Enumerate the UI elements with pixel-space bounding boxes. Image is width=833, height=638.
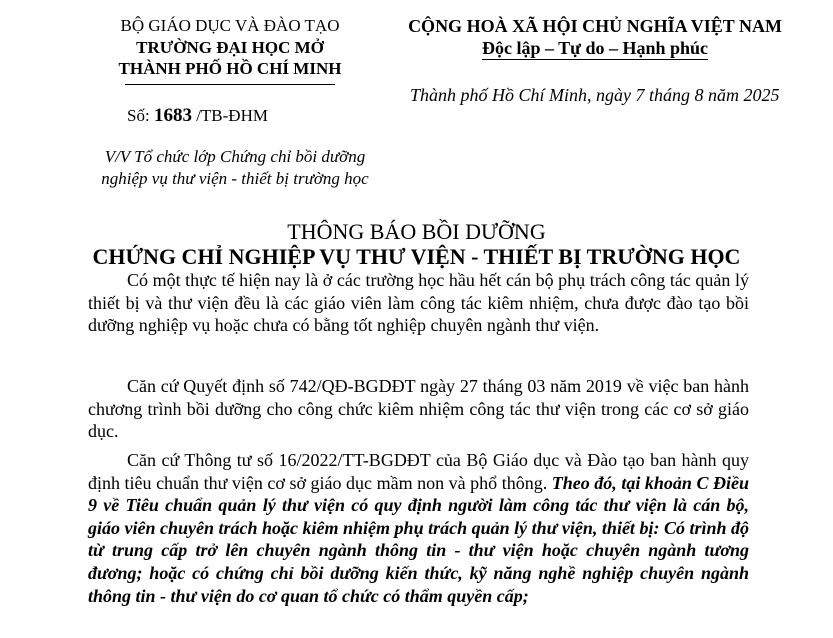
document-number-value: 1683	[153, 105, 192, 126]
university-name-line2: THÀNH PHỐ HỒ CHÍ MINH	[118, 59, 342, 78]
document-number	[127, 105, 268, 127]
document-number-prefix: Số:	[127, 106, 150, 125]
paragraph-3-text: Căn cứ Thông tư số 16/2022/TT-BGDĐT của Bộ Giáo dục và Đào tạo ban hành quy định tiêu chuẩn thư viện cơ sở giáo dục mầm non và phổ thông.	[88, 450, 749, 493]
date-line: Thành phố Hồ Chí Minh, ngày 7 tháng 8 năm 2025	[410, 85, 780, 105]
body-paragraph-3	[88, 449, 749, 607]
paragraph-3-emphasis: Theo đó, tại khoản C Điều 9 về Tiêu chuẩn quản lý thư viện có quy định người làm công tác thư viện là cán bộ, giáo viên chuyên trách hoặc kiêm nhiệm phụ trách quản lý thư viện, thiết bị: Có trình độ từ trung cấp trở lên chuyên ngành thông tin - thư viện hoặc chuyên ngành tương đương; hoặc có chứng chỉ bồi dưỡng kiến thức, kỹ năng nghề nghiệp chuyên ngành thông tin - thư viện do cơ quan tổ chức có thẩm quyền cấp;	[88, 472, 749, 606]
document-number-suffix: /TB-ĐHM	[196, 106, 268, 125]
national-motto	[395, 38, 795, 59]
university-name-line1: TRƯỜNG ĐẠI HỌC MỞ	[136, 38, 324, 57]
header-divider	[125, 84, 335, 85]
nation-title: CỘNG HOÀ XÃ HỘI CHỦ NGHĨA VIỆT NAM	[408, 16, 782, 36]
body-paragraph-2: Căn cứ Quyết định số 742/QĐ-BGDĐT ngày 27 tháng 03 năm 2019 về việc ban hành chương trình bồi dưỡng cho công chức kiêm nhiệm công tác thư viện trong các cơ sở giáo dục.	[88, 376, 749, 442]
ministry-name: BỘ GIÁO DỤC VÀ ĐÀO TẠO	[120, 16, 340, 35]
notice-title-line1: THÔNG BÁO BỒI DƯỠNG	[287, 219, 546, 244]
subject-line1: V/V Tổ chức lớp Chứng chỉ bồi dưỡng	[104, 147, 366, 166]
notice-title-line2: CHỨNG CHỈ NGHIỆP VỤ THƯ VIỆN - THIẾT BỊ TRƯỜNG HỌC	[92, 244, 741, 269]
subject-line2: nghiệp vụ thư viện - thiết bị trường học	[101, 169, 369, 188]
body-paragraph-1: Có một thực tế hiện nay là ở các trường học hầu hết cán bộ phụ trách công tác quản lý thiết bị và thư viện đều là các giáo viên làm công tác kiêm nhiệm, chưa được đào tạo bồi dưỡng nghiệp vụ hoặc chưa có bằng tốt nghiệp chuyên ngành thư viện.	[88, 270, 749, 336]
motto-text: Độc lập – Tự do – Hạnh phúc	[481, 38, 709, 58]
